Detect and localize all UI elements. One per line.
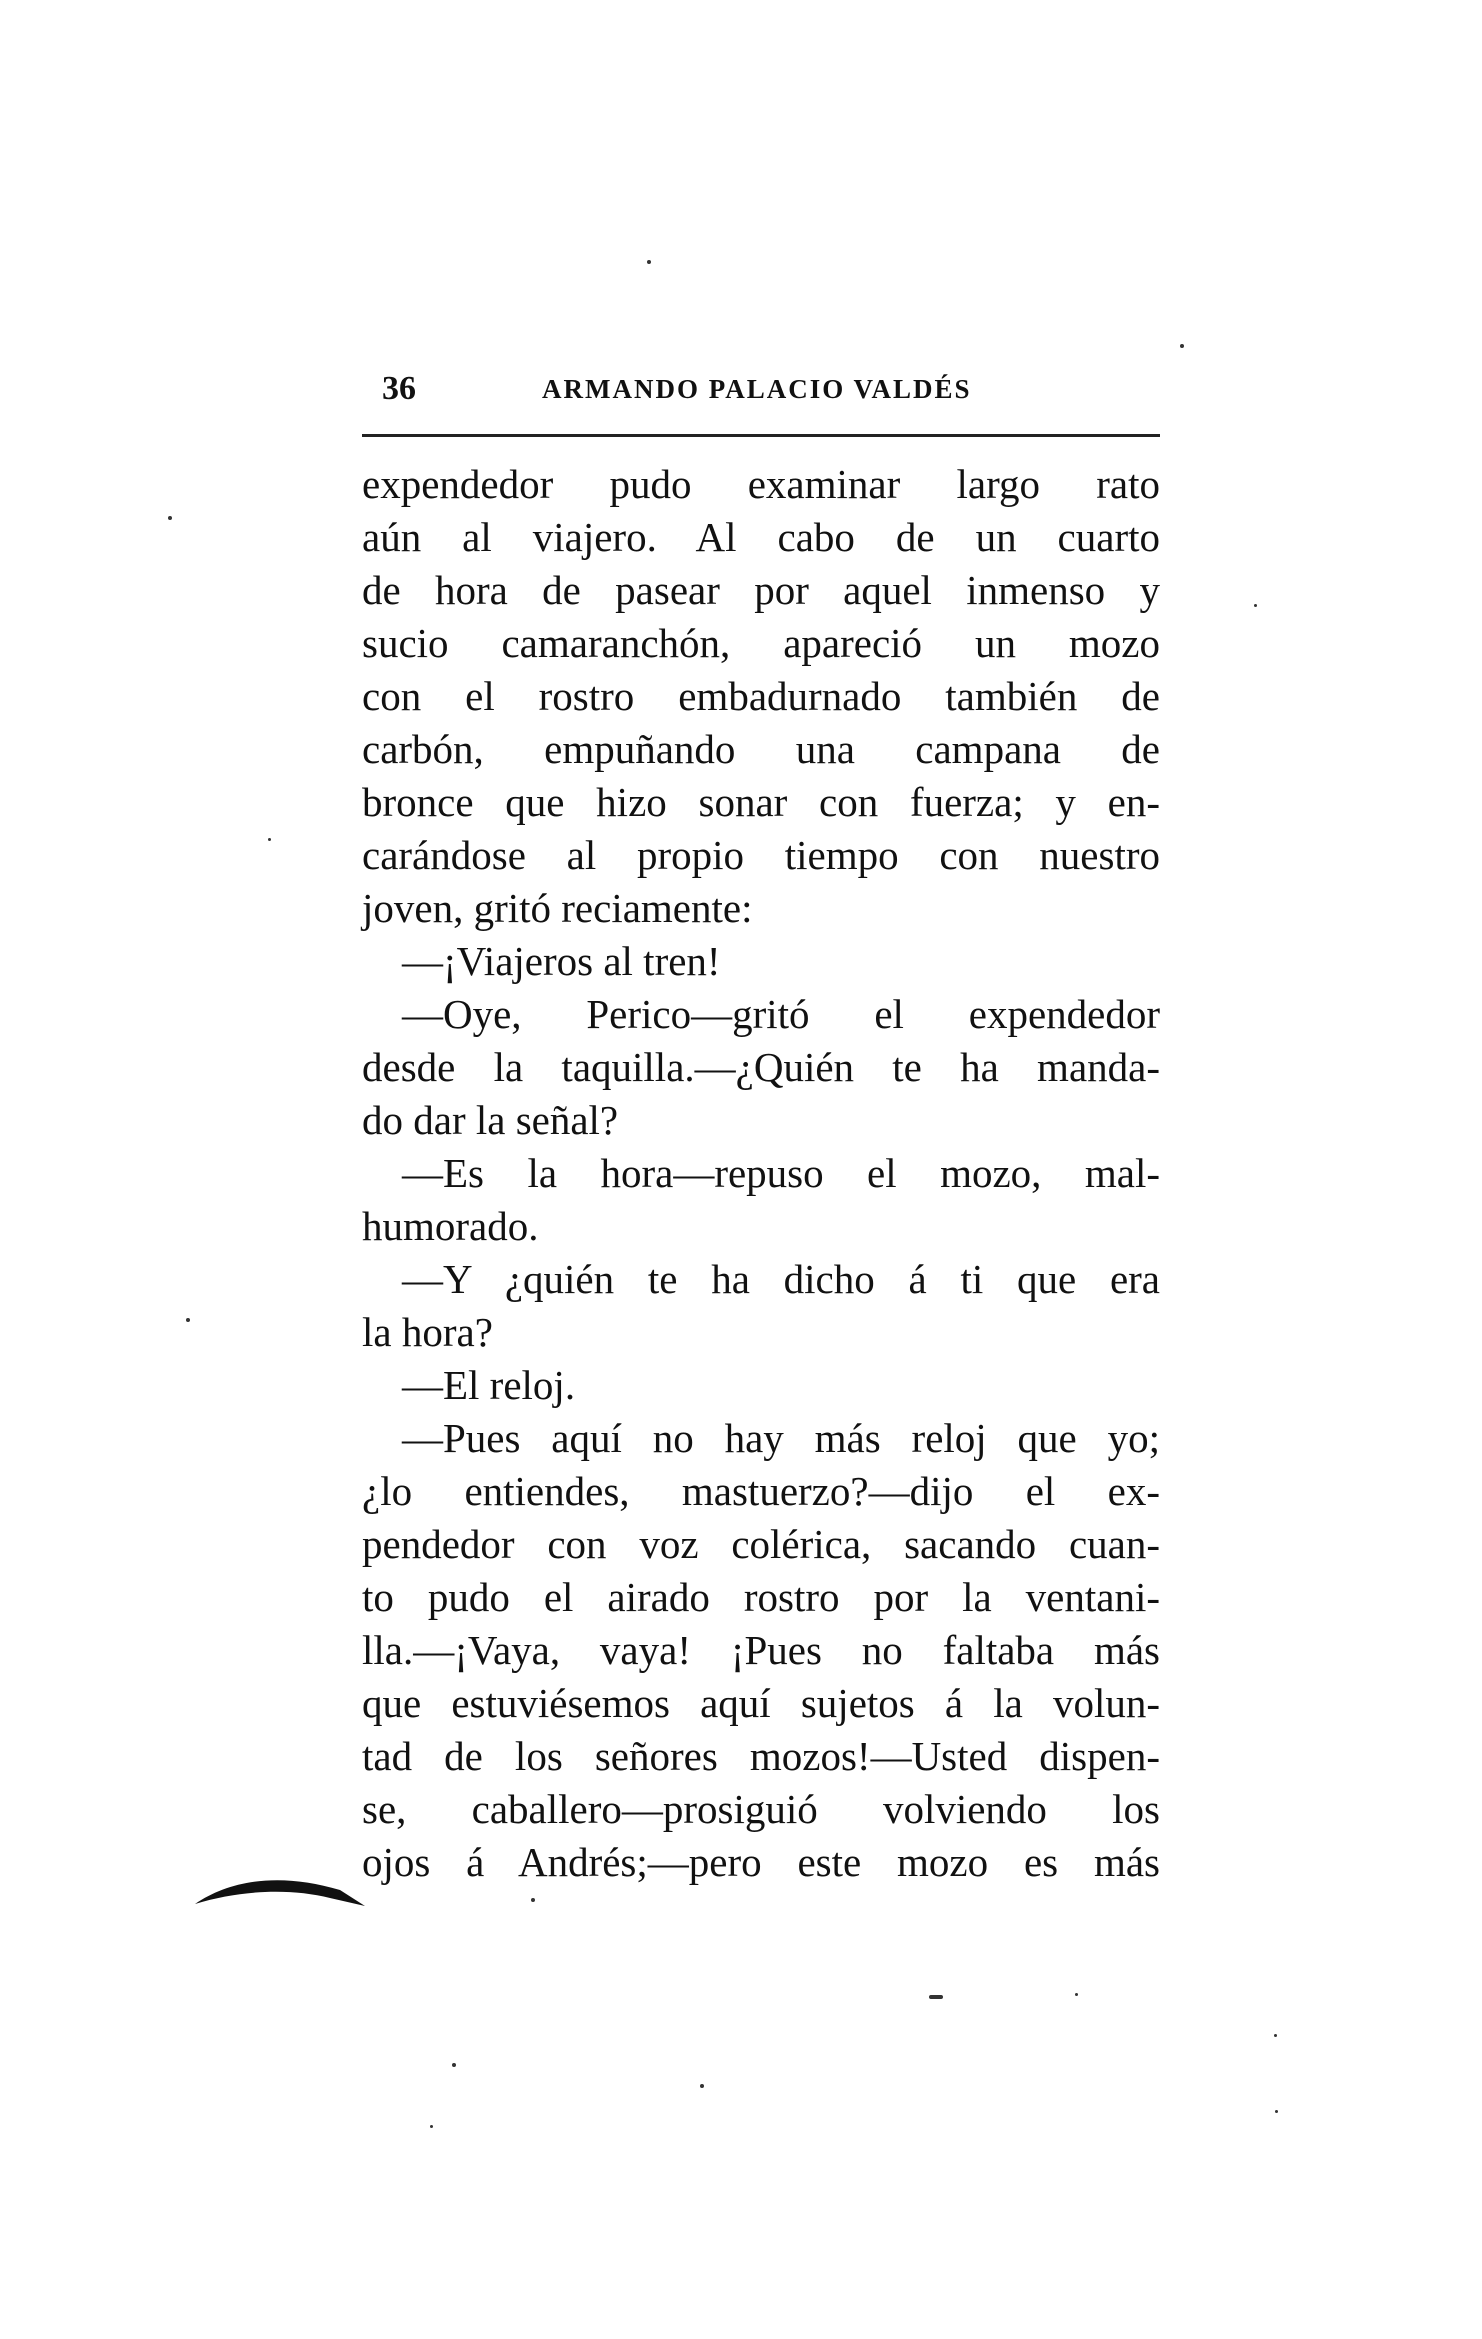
text-line: —Y ¿quién te ha dicho á ti que era	[402, 1256, 1160, 1302]
text-line: carándose al propio tiempo con nuestro	[362, 832, 1160, 878]
scan-speck	[1274, 2034, 1277, 2037]
scan-speck	[1180, 344, 1184, 348]
text-line: sucio camaranchón, apareció un mozo	[362, 620, 1160, 666]
page-number: 36	[382, 370, 416, 407]
text-line: to pudo el airado rostro por la ventani-	[362, 1574, 1160, 1620]
text-line: tad de los señores mozos!—Usted dispen-	[362, 1733, 1160, 1779]
scan-speck	[430, 2125, 433, 2128]
text-line: —¡Viajeros al tren!	[402, 938, 721, 984]
scan-speck	[1254, 604, 1257, 607]
text-line: aún al viajero. Al cabo de un cuarto	[362, 514, 1160, 560]
text-line: de hora de pasear por aquel inmenso y	[362, 567, 1160, 613]
header-rule	[362, 434, 1160, 437]
scan-speck	[1075, 1993, 1078, 1996]
scan-speck	[268, 838, 271, 841]
text-line: desde la taquilla.—¿Quién te ha manda-	[362, 1044, 1160, 1090]
scan-speck	[1275, 2110, 1278, 2113]
text-line: ¿lo entiendes, mastuerzo?—dijo el ex-	[362, 1468, 1160, 1514]
text-line: —Pues aquí no hay más reloj que yo;	[402, 1415, 1160, 1461]
text-line: —Es la hora—repuso el mozo, mal-	[402, 1150, 1160, 1196]
text-line: ojos á Andrés;—pero este mozo es más	[362, 1839, 1160, 1885]
scan-speck	[168, 516, 172, 520]
running-head: ARMANDO PALACIO VALDÉS	[542, 374, 972, 404]
page-header	[362, 362, 1160, 422]
text-line: que estuviésemos aquí sujetos á la volun-	[362, 1680, 1160, 1726]
scan-speck	[186, 1318, 190, 1322]
ink-smudge-mark	[190, 1868, 370, 1908]
text-line: bronce que hizo sonar con fuerza; y en-	[362, 779, 1160, 825]
text-line: pendedor con voz colérica, sacando cuan-	[362, 1521, 1160, 1567]
text-line: carbón, empuñando una campana de	[362, 726, 1160, 772]
text-line: —Oye, Perico—gritó el expendedor	[402, 991, 1160, 1037]
scan-speck	[700, 2084, 704, 2088]
body-text	[362, 458, 1160, 1889]
scan-speck	[647, 260, 651, 264]
text-line: joven, gritó reciamente:	[362, 885, 753, 931]
text-line: la hora?	[362, 1309, 493, 1355]
text-line: expendedor pudo examinar largo rato	[362, 461, 1160, 507]
text-line: do dar la señal?	[362, 1097, 619, 1143]
text-line: con el rostro embadurnado también de	[362, 673, 1160, 719]
text-line: lla.—¡Vaya, vaya! ¡Pues no faltaba más	[362, 1627, 1160, 1673]
scan-speck	[531, 1898, 535, 1902]
scan-speck	[929, 1995, 943, 1999]
scan-speck	[452, 2063, 456, 2067]
text-line: —El reloj.	[402, 1362, 576, 1408]
text-line: se, caballero—prosiguió volviendo los	[362, 1786, 1160, 1832]
text-line: humorado.	[362, 1203, 539, 1249]
